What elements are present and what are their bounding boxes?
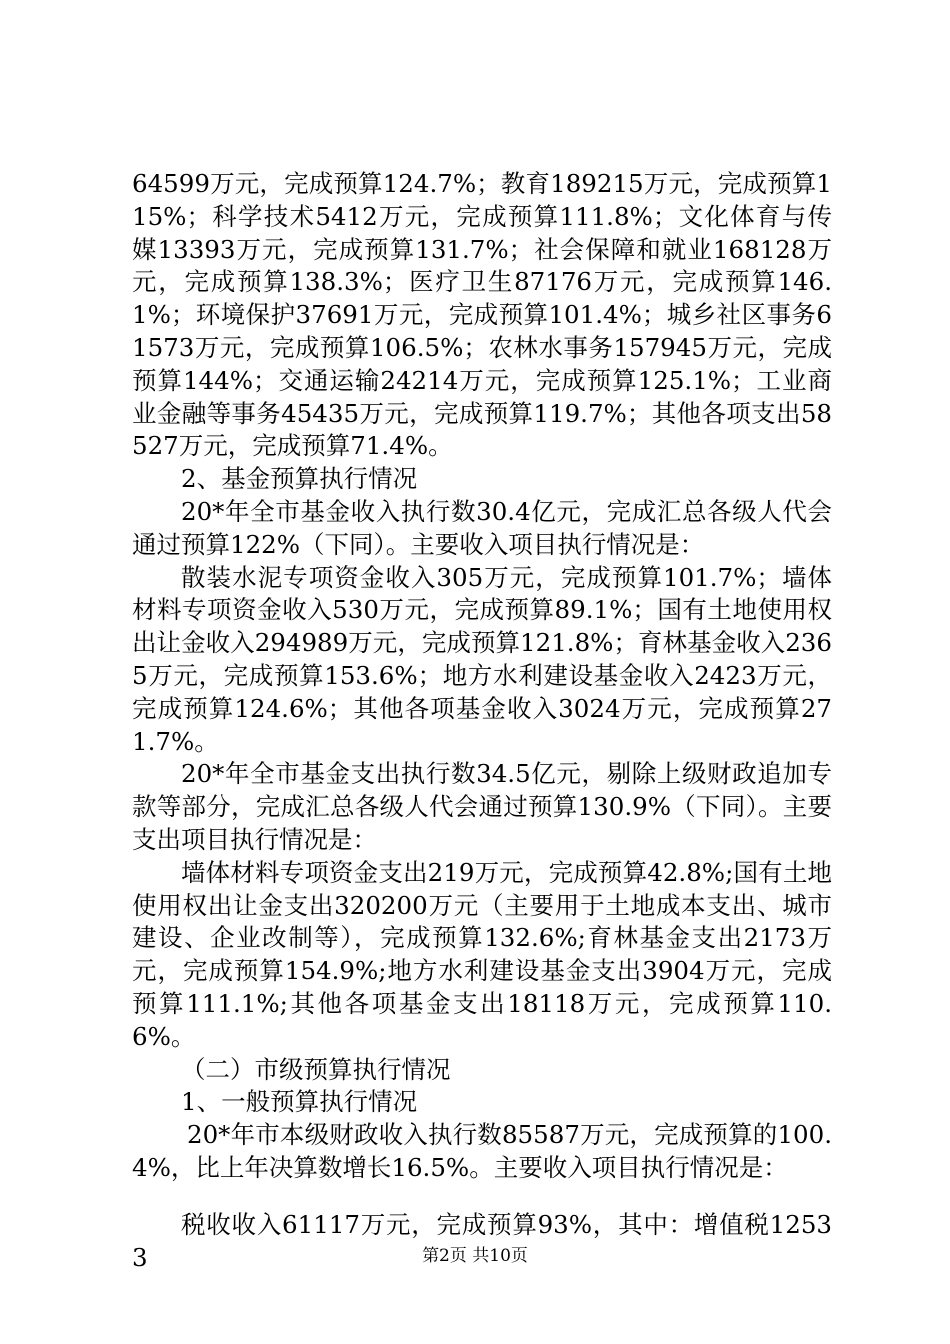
- paragraph-fund-expenditure-summary: 20*年全市基金支出执行数34.5亿元，剔除上级财政追加专款等部分，完成汇总各级人代会通过预算130.9%（下同）。主要支出项目执行情况是：: [132, 759, 832, 854]
- paragraph-fund-expenditure-items: 墙体材料专项资金支出219万元，完成预算42.8%;国有土地使用权出让金支出320200万元（主要用于土地成本支出、城市建设、企业改制等），完成预算132.6%;育林基金支出2173万元，完成预算154.9%;地方水利建设基金支出3904万元，完成预算111.1%;其他各项基金支出18118万元，完成预算110.6%。: [132, 857, 832, 1051]
- heading-general-budget-execution: 1、一般预算执行情况: [181, 1087, 418, 1117]
- paragraph-general-expenditure-continued: 64599万元，完成预算124.7%；教育189215万元，完成预算115%；科学技术5412万元，完成预算111.8%；文化体育与传媒13393万元，完成预算131.7%；社会保障和就业168128万元，完成预算138.3%；医疗卫生87176万元，完成预算146.1%；环境保护37691万元，完成预算101.4%；城乡社区事务61573万元，完成预算106.5%；农林水事务157945万元，完成预算144%；交通运输24214万元，完成预算125.1%；工业商业金融等事务45435万元，完成预算119.7%；其他各项支出58527万元，完成预算71.4%。: [132, 169, 832, 461]
- heading-city-level-budget: （二）市级预算执行情况: [181, 1054, 451, 1084]
- paragraph-tax-revenue: 税收收入61117万元，完成预算93%，其中：增值税12533: [132, 1209, 832, 1272]
- paragraph-city-revenue-summary: 20*年市本级财政收入执行数85587万元，完成预算的100.4%，比上年决算数增长16.5%。主要收入项目执行情况是：: [132, 1120, 832, 1182]
- document-body: [132, 168, 832, 1274]
- paragraph-fund-revenue-items: 散装水泥专项资金收入305万元，完成预算101.7%；墙体材料专项资金收入530万元，完成预算89.1%；国有土地使用权出让金收入294989万元，完成预算121.8%；育林基金收入2365万元，完成预算153.6%；地方水利建设基金收入2423万元，完成预算124.6%；其他各项基金收入3024万元，完成预算271.7%。: [132, 562, 832, 756]
- heading-fund-budget-execution: 2、基金预算执行情况: [181, 464, 418, 494]
- paragraph-fund-revenue-summary: 20*年全市基金收入执行数30.4亿元，完成汇总各级人代会通过预算122%（下同）。主要收入项目执行情况是：: [132, 496, 832, 559]
- page-number-footer: 第2页 共10页: [422, 1246, 528, 1266]
